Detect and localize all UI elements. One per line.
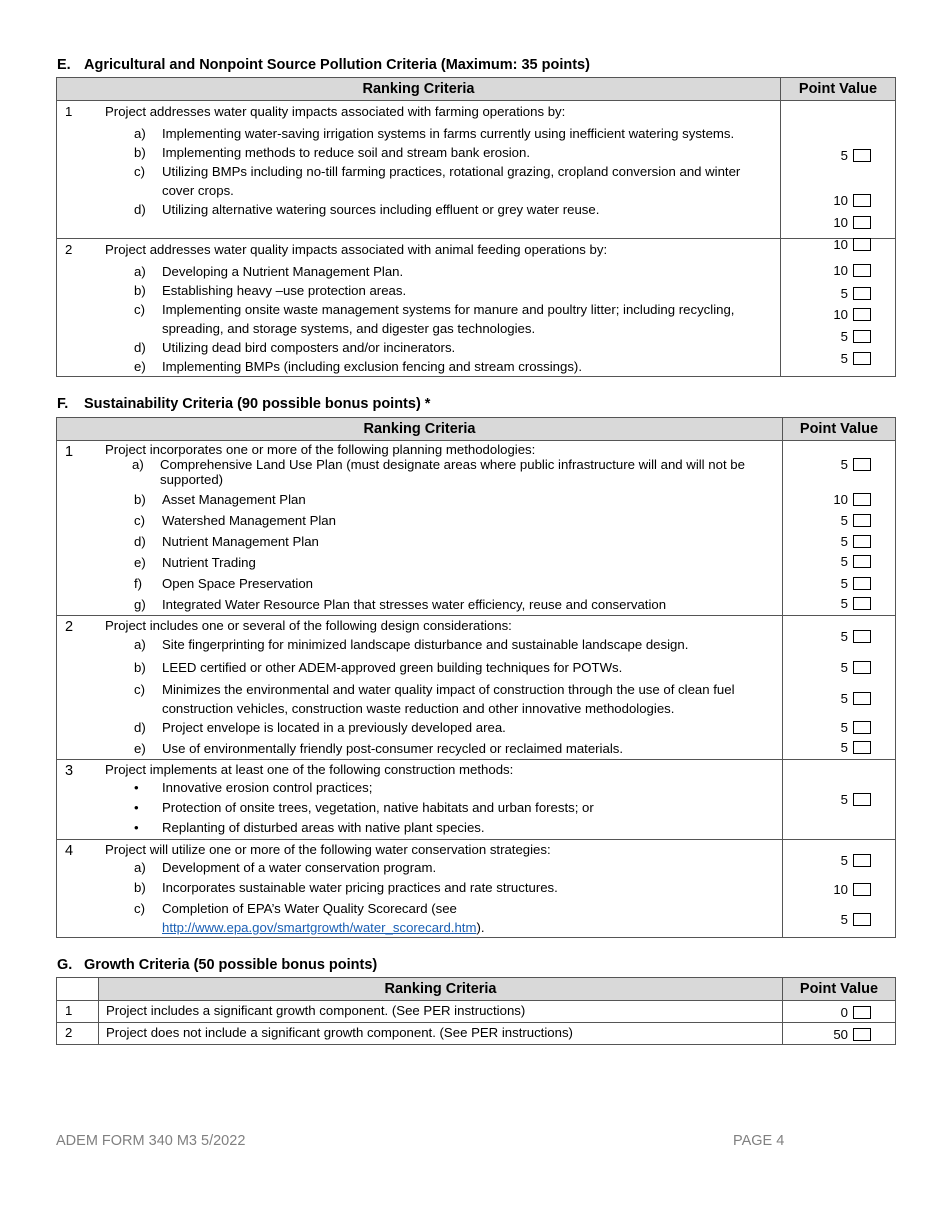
point-value: 5 [840,691,848,706]
point-option[interactable] [833,307,871,322]
row-heading: Project implements at least one of the following construction methods: [105,762,514,777]
point-value: 5 [840,286,848,301]
header-point-value: Point Value [783,418,896,441]
row-number: 4 [65,843,74,859]
item-label: e) [134,555,146,570]
checkbox[interactable] [853,913,871,926]
section-letter: G. [57,957,73,973]
item-label: f) [134,576,143,591]
item-text: Nutrient Trading [162,555,256,570]
item-label: b) [134,660,146,675]
point-option[interactable] [841,513,871,528]
list-item [57,338,780,357]
checkbox[interactable] [853,330,871,343]
list-item [57,818,782,838]
table-row [57,840,896,938]
point-value: 5 [840,457,848,472]
point-option[interactable] [833,215,871,230]
checkbox[interactable] [853,287,871,300]
checkbox[interactable] [853,793,871,806]
point-option[interactable] [841,720,871,735]
item-label: c) [134,682,145,697]
point-option[interactable] [833,1027,871,1042]
point-value: 10 [833,237,848,252]
checkbox[interactable] [853,597,871,610]
list-item [57,594,782,615]
footer-page-number: PAGE 4 [733,1133,785,1149]
row-number: 1 [65,104,73,119]
point-value: 10 [833,193,848,208]
point-value: 5 [840,792,848,807]
checkbox[interactable] [853,352,871,365]
row-heading: Project addresses water quality impacts associated with farming operations by: [105,104,566,119]
point-option[interactable] [841,691,871,706]
point-value: 5 [840,660,848,675]
table-row [57,760,896,840]
point-value: 5 [840,513,848,528]
header-ranking-criteria: Ranking Criteria [99,978,783,1001]
point-option[interactable] [841,534,871,549]
bullet: • [134,780,139,795]
points-cell [783,760,896,840]
point-option[interactable] [833,882,871,897]
header-ranking-criteria: Ranking Criteria [57,78,781,101]
section-e-title [57,57,590,73]
section-heading: Sustainability Criteria (90 possible bonus points) * [84,396,431,412]
row-heading: Project incorporates one or more of the following planning methodologies: [105,442,536,457]
checkbox[interactable] [853,1006,871,1019]
list-item [57,281,780,300]
item-text [162,899,782,937]
list-item [57,162,780,200]
points-cell [783,1001,896,1023]
point-option[interactable] [841,912,871,927]
item-label: a) [134,860,146,875]
point-value: 5 [840,329,848,344]
item-label: c) [134,901,145,916]
row-number: 1 [57,1001,99,1023]
item-label: d) [134,202,146,217]
row-text: Project does not include a significant growth component. (See PER instructions) [99,1023,783,1045]
section-f-table [56,417,896,938]
point-option[interactable] [841,148,871,163]
bullet: • [134,820,139,835]
checkbox[interactable] [853,883,871,896]
item-text: Developing a Nutrient Management Plan. [162,264,404,279]
checkbox[interactable] [853,194,871,207]
checkbox[interactable] [853,692,871,705]
point-value: 5 [840,148,848,163]
item-label: c) [134,164,145,179]
point-option[interactable] [841,457,871,472]
item-label: e) [134,741,146,756]
checkbox[interactable] [853,216,871,229]
row-text: Project includes a significant growth component. (See PER instructions) [99,1001,783,1023]
list-item [57,878,782,898]
row-number: 2 [65,242,73,257]
list-item [57,573,782,594]
item-text: Use of environmentally friendly post-consumer recycled or reclaimed materials. [162,741,624,756]
item-text: Nutrient Management Plan [162,534,319,549]
list-item [57,552,782,573]
row-heading: Project will utilize one or more of the following water conservation strategies: [105,842,551,857]
item-text: LEED certified or other ADEM-approved green building techniques for POTWs. [162,660,623,675]
list-item [57,300,780,338]
table-row [57,441,896,616]
item-label: b) [134,492,146,507]
list-item [57,357,780,376]
point-option[interactable] [841,629,871,644]
header-ranking-criteria: Ranking Criteria [57,418,783,441]
item-label: a) [134,264,146,279]
list-item [57,634,782,655]
point-value: 5 [840,629,848,644]
item-text: Utilizing alternative watering sources including effluent or grey water reuse. [162,202,600,217]
item-text: Utilizing BMPs including no-till farming practices, rotational grazing, cropland conversion and winter cover crops. [162,164,741,198]
point-value: 10 [833,492,848,507]
point-value: 5 [840,576,848,591]
point-option[interactable] [841,351,871,366]
item-text: Replanting of disturbed areas with native plant species. [162,820,485,835]
checkbox[interactable] [853,661,871,674]
item-label: d) [134,340,146,355]
list-item [57,262,780,281]
item-label: b) [134,283,146,298]
points-cell [781,101,896,252]
point-value: 50 [833,1027,848,1042]
checkbox[interactable] [853,741,871,754]
checkbox[interactable] [853,149,871,162]
point-value: 5 [840,912,848,927]
row-heading: Project addresses water quality impacts associated with animal feeding operations by: [105,242,608,257]
item-text: Open Space Preservation [162,576,314,591]
header-point-value: Point Value [783,978,896,1001]
point-option[interactable] [841,660,871,675]
row-number: 2 [65,619,74,635]
checkbox[interactable] [853,308,871,321]
item-text: Site fingerprinting for minimized landscape disturbance and sustainable landscape design. [162,637,689,652]
footer-form-id: ADEM FORM 340 M3 5/2022 [56,1133,246,1149]
item-label: a) [134,126,146,141]
list-item [57,718,782,738]
checkbox[interactable] [853,264,871,277]
item-label: d) [134,534,146,549]
table-row [57,239,896,377]
section-g-title [57,957,377,973]
item-label: a) [132,457,144,472]
list-item [57,738,782,759]
item-label: g) [134,597,146,612]
point-value: 10 [833,215,848,230]
checkbox[interactable] [853,535,871,548]
point-option[interactable] [841,1005,871,1020]
bullet: • [134,800,139,815]
point-value: 5 [840,853,848,868]
point-option[interactable] [841,576,871,591]
table-row [57,616,896,760]
section-heading: Growth Criteria (50 possible bonus points) [84,957,378,973]
list-item [57,200,780,219]
item-label: b) [134,145,146,160]
item-text: Implementing onsite waste management systems for manure and poultry litter; including recycling, spreading, and storage systems, and digester gas technologies. [162,302,735,336]
section-heading: Agricultural and Nonpoint Source Pollution Criteria (Maximum: 35 points) [84,57,590,73]
row-number: 3 [65,763,74,779]
item-label: c) [134,302,145,317]
table-row [57,1001,896,1023]
points-cell [783,616,896,760]
point-option[interactable] [841,286,871,301]
point-option[interactable] [833,193,871,208]
section-e-table [56,77,896,377]
checkbox[interactable] [853,555,871,568]
point-option[interactable] [841,792,871,807]
item-text: Implementing water-saving irrigation systems in farms currently using inefficient watering systems. [162,126,735,141]
item-label: a) [134,637,146,652]
row-heading: Project includes one or several of the following design considerations: [105,618,512,633]
points-cell [781,239,896,377]
point-option[interactable] [841,554,871,569]
point-value: 0 [840,1005,848,1020]
item-text: Incorporates sustainable water pricing practices and rate structures. [162,880,558,895]
section-g-table [56,977,896,1045]
checkbox[interactable] [853,721,871,734]
item-text: Watershed Management Plan [162,513,336,528]
point-value: 10 [833,263,848,278]
checkbox[interactable] [853,458,871,471]
list-item [57,680,782,718]
table-row [57,1023,896,1045]
point-option[interactable] [841,740,871,755]
list-item [57,457,782,487]
item-text-post: ). [476,920,485,935]
list-item [57,899,782,937]
checkbox[interactable] [853,493,871,506]
item-text: Innovative erosion control practices; [162,780,373,795]
list-item [57,858,782,878]
item-text: Establishing heavy –use protection areas. [162,283,407,298]
item-text-pre: Completion of EPA’s Water Quality Scorecard (see [162,901,457,916]
item-label: b) [134,880,146,895]
header-blank [57,978,99,1001]
point-value: 5 [840,740,848,755]
list-item [57,657,782,678]
row-number: 2 [57,1023,99,1045]
checkbox[interactable] [853,854,871,867]
item-text: Integrated Water Resource Plan that stresses water efficiency, reuse and conservation [162,597,667,612]
item-text: Project envelope is located in a previously developed area. [162,720,506,735]
checkbox[interactable] [853,630,871,643]
point-value: 5 [840,351,848,366]
row-number: 1 [65,444,74,460]
section-letter: E. [57,57,71,73]
point-value: 5 [840,596,848,611]
checkbox[interactable] [853,514,871,527]
section-f-title [57,396,430,412]
item-label: e) [134,359,146,374]
item-text: Minimizes the environmental and water quality impact of construction through the use of clean fuel construction vehicles, construction waste reduction and other innovative methodologies. [162,682,735,716]
checkbox[interactable] [853,577,871,590]
point-option[interactable] [841,853,871,868]
item-text: Protection of onsite trees, vegetation, native habitats and urban forests; or [162,800,594,815]
item-text: Asset Management Plan [162,492,306,507]
list-item [57,531,782,552]
point-value: 10 [833,882,848,897]
list-item [57,143,780,162]
point-option[interactable] [833,492,871,507]
list-item [57,489,782,510]
item-text: Implementing BMPs (including exclusion fencing and stream crossings). [162,359,582,374]
item-label: d) [134,720,146,735]
checkbox[interactable] [853,1028,871,1041]
item-text: Utilizing dead bird composters and/or incinerators. [162,340,456,355]
item-text: Development of a water conservation program. [162,860,437,875]
item-label: c) [134,513,145,528]
item-text: Comprehensive Land Use Plan (must designate areas where public infrastructure will and will not be supported) [160,457,745,487]
point-value: 5 [840,720,848,735]
list-item [57,124,780,143]
points-cell [783,1023,896,1045]
item-text: Implementing methods to reduce soil and stream bank erosion. [162,145,530,160]
point-value: 10 [833,307,848,322]
table-row [57,101,896,239]
points-cell [783,840,896,938]
section-letter: F. [57,396,69,412]
point-value: 5 [840,534,848,549]
point-option[interactable] [833,263,871,278]
list-item [57,798,782,818]
point-value: 5 [840,554,848,569]
water-scorecard-link[interactable]: http://www.epa.gov/smartgrowth/water_scorecard.htm [162,920,477,935]
points-cell [783,441,896,616]
point-option[interactable] [841,596,871,611]
list-item [57,778,782,798]
header-point-value: Point Value [781,78,896,101]
point-option[interactable] [841,329,871,344]
list-item [57,510,782,531]
